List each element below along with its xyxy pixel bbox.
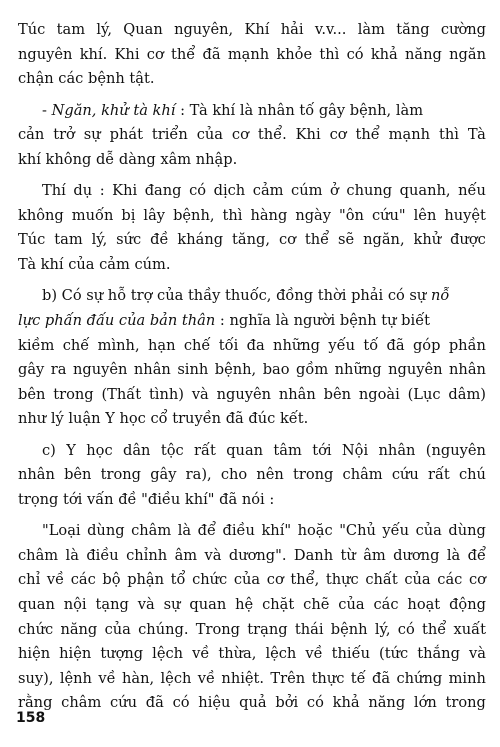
word: Thí [42, 182, 66, 200]
word: bao [262, 361, 290, 379]
word: của [404, 571, 431, 589]
paragraph [18, 439, 486, 513]
text-line [18, 519, 486, 544]
word: Tà [467, 126, 486, 144]
word: triển [151, 126, 188, 144]
word: hiện [59, 645, 92, 663]
text-line [18, 123, 486, 148]
word: : [99, 182, 105, 200]
word: châm [131, 522, 172, 540]
word: năng [368, 694, 406, 712]
word: trong [292, 466, 334, 484]
word: làm [357, 21, 385, 38]
word: yếu [328, 336, 355, 354]
word: góp [412, 336, 441, 354]
document-page [18, 18, 486, 716]
word: dâm) [448, 385, 486, 403]
word: tố [363, 336, 379, 354]
paragraph [18, 284, 486, 431]
word: bởi [275, 694, 299, 712]
word: chặt [262, 596, 295, 614]
word: nguyên [18, 45, 73, 63]
word: từ [340, 546, 356, 564]
text-line [18, 99, 486, 124]
word: khỏe [276, 45, 313, 63]
word: trong [445, 694, 486, 712]
text-line [18, 463, 486, 488]
word: mạnh [388, 126, 431, 144]
word: có [306, 694, 324, 712]
word: quan [18, 596, 55, 614]
word: xuất [453, 620, 486, 638]
word: và [137, 596, 155, 614]
text-line [18, 18, 486, 43]
word: (tức [379, 645, 409, 663]
word: rất [194, 441, 216, 459]
word: gây [18, 361, 45, 379]
word: để [467, 546, 486, 564]
word: sự [163, 596, 181, 614]
word: đã [372, 669, 391, 687]
text-line [18, 667, 486, 692]
word: Khi [114, 45, 140, 63]
word: "Loại [42, 522, 81, 540]
text-line: khí không dễ dàng xâm nhập. [18, 150, 238, 168]
word: nguyên [216, 385, 272, 403]
word: nguyên [388, 361, 443, 379]
word: nhân [18, 466, 55, 484]
word: khí. [79, 45, 108, 63]
word: (Lục [407, 385, 441, 403]
word: bị [121, 206, 136, 224]
word: các [437, 571, 463, 589]
word: yếu [382, 522, 410, 540]
word: điều [222, 522, 255, 540]
word: của [415, 522, 442, 540]
word: hải [280, 21, 304, 38]
word: của [233, 571, 261, 589]
word: tối [218, 336, 239, 354]
word: cản [18, 126, 45, 144]
text-line [18, 228, 486, 253]
word: chung [346, 182, 393, 200]
word: mình, [97, 336, 140, 354]
text-run: b) Có sự hỗ trợ của thầy thuốc, đồng thời phải có sự [42, 287, 431, 305]
word: đã [386, 336, 405, 354]
word: bên [64, 466, 92, 484]
word: "ôn [339, 206, 364, 224]
word: chế [183, 336, 211, 354]
word: bên [323, 385, 352, 403]
word: lý, [91, 231, 108, 249]
word: cơ [146, 45, 164, 63]
word: lệch [160, 669, 192, 687]
word: muốn [71, 206, 114, 224]
text-line [18, 334, 486, 359]
word: nguyên, [174, 21, 234, 38]
word: bên [18, 385, 46, 403]
word: thì [438, 126, 459, 144]
word: chẽ [303, 596, 330, 614]
word: thể [171, 45, 196, 63]
word: cường [440, 21, 486, 38]
word: của [338, 596, 365, 614]
word: thái [294, 620, 324, 638]
word: hệ [235, 596, 254, 614]
word: rằng [18, 694, 53, 712]
word: thiếu [331, 645, 370, 663]
word: Danh [293, 546, 334, 564]
word: nội [63, 596, 87, 614]
word: thì [222, 206, 243, 224]
word: lệch [265, 645, 297, 663]
word: về [305, 645, 323, 663]
word: lệnh [59, 669, 92, 687]
word: ra), [185, 466, 212, 484]
word: thì [319, 45, 340, 63]
word: lý, [96, 21, 112, 38]
word: nếu [458, 182, 486, 200]
word: chất [365, 571, 398, 589]
word: đề [150, 231, 169, 249]
word: lây [143, 206, 166, 224]
word: lớn [413, 694, 437, 712]
word: nhân [133, 361, 171, 379]
word: bệnh [330, 620, 368, 638]
text-line [18, 383, 486, 408]
word: ngoài [358, 385, 400, 403]
text-line [18, 309, 486, 334]
word: Nội [341, 441, 369, 459]
word: tới [312, 441, 332, 459]
word: chứng [396, 669, 443, 687]
word: thể, [290, 571, 320, 589]
word: mạnh [227, 45, 270, 63]
word: dụ [73, 182, 93, 200]
word: lệch [152, 645, 184, 663]
word: chức [192, 571, 228, 589]
word: dương". [228, 546, 287, 564]
word: chỉnh [126, 546, 168, 564]
word: c) [42, 441, 56, 459]
word: sức [116, 231, 142, 249]
word: hạn [147, 336, 176, 354]
word: các [373, 596, 399, 614]
word: v.v... [314, 21, 347, 38]
word: châm [61, 694, 102, 712]
word: cơ [468, 571, 486, 589]
word: tăng, [232, 231, 270, 249]
word: là [177, 522, 192, 540]
word: thể [304, 231, 330, 249]
word: kiềm [18, 336, 55, 354]
word: nhân [449, 361, 486, 379]
word: cho [220, 466, 248, 484]
word: tộc [160, 441, 184, 459]
word: năng [405, 45, 442, 63]
paragraph [18, 519, 486, 715]
word: của [104, 620, 131, 638]
word: hiệu [198, 694, 231, 712]
word: gồm [296, 361, 329, 379]
word: quan [189, 596, 227, 614]
word: đa [246, 336, 265, 354]
word: lên [413, 206, 437, 224]
word: nhân [278, 385, 316, 403]
word: những [334, 361, 382, 379]
word: cứu [110, 694, 138, 712]
word: học [86, 441, 113, 459]
word: cảm [252, 182, 284, 200]
word: tam [56, 21, 86, 38]
text-line [18, 544, 486, 569]
paragraph [18, 179, 486, 277]
word: các [70, 571, 96, 589]
word: ngày [295, 206, 331, 224]
word: trong [100, 466, 142, 484]
word: khả [370, 45, 398, 63]
word: chúng. [138, 620, 189, 638]
word: ở [330, 182, 339, 200]
word: quanh, [399, 182, 451, 200]
word: và [468, 645, 486, 663]
word: Y [66, 441, 76, 459]
word: về [98, 669, 116, 687]
word: dương [393, 546, 440, 564]
italic-term: Ngăn, khử tà khí [51, 101, 176, 119]
word: kháng [177, 231, 224, 249]
paragraph [18, 18, 486, 92]
text-line: trọng tới vấn đề "điều khí" đã nói : [18, 490, 275, 508]
word: thực [325, 571, 359, 589]
word: đang [144, 182, 182, 200]
word: thừa, [218, 645, 257, 663]
word: là [65, 546, 79, 564]
word: (Thất [101, 385, 142, 403]
text-line [18, 358, 486, 383]
text-run: : nghĩa là người bệnh tự biết [215, 312, 431, 330]
text-line [18, 618, 486, 643]
text-line [18, 568, 486, 593]
word: châm [342, 466, 383, 484]
word: đã [202, 45, 221, 63]
word: trở [53, 126, 75, 144]
word: (nguyên [425, 441, 486, 459]
word: gây [150, 466, 177, 484]
word: để [197, 522, 216, 540]
italic-term: nỗ [430, 287, 450, 305]
word: thể [355, 126, 380, 144]
word: dùng [87, 522, 125, 540]
text-line [18, 204, 486, 229]
paragraph [18, 99, 486, 173]
word: thực [311, 669, 345, 687]
text-run: : Tà khí là nhân tố gây bệnh, làm [175, 101, 424, 119]
word: tế [350, 669, 366, 687]
word: Khi [295, 126, 321, 144]
word: khử [413, 231, 442, 249]
text-line [18, 179, 486, 204]
text-line: chận các bệnh tật. [18, 70, 155, 88]
word: là [446, 546, 461, 564]
word: động [449, 596, 486, 614]
word: cứu" [371, 206, 406, 224]
word: lý, [374, 620, 391, 638]
text-line [18, 284, 486, 309]
word: được [450, 231, 486, 249]
word: và [191, 385, 209, 403]
word: cúm [291, 182, 323, 200]
word: suy), [18, 669, 54, 687]
dash: - [42, 101, 52, 119]
word: nhân [378, 441, 416, 459]
word: và [204, 546, 222, 564]
word: sự [83, 126, 101, 144]
word: âm [363, 546, 386, 564]
word: Khí [244, 21, 270, 38]
word: của [196, 126, 223, 144]
text-line [18, 691, 486, 716]
word: dùng [448, 522, 486, 540]
word: nguyên [72, 361, 128, 379]
word: Túc [18, 21, 46, 38]
word: tượng [100, 645, 144, 663]
page-number: 158 [16, 710, 46, 726]
word: hoặc [297, 522, 333, 540]
text-line [18, 439, 486, 464]
word: chế [62, 336, 90, 354]
word: tâm [273, 441, 302, 459]
word: đã [145, 694, 164, 712]
word: khả [332, 694, 360, 712]
word: cứu [391, 466, 419, 484]
word: không [18, 206, 64, 224]
text-line [18, 593, 486, 618]
word: phát [109, 126, 143, 144]
word: phận [127, 571, 165, 589]
word: bộ [102, 571, 121, 589]
word: trong [53, 385, 94, 403]
word: cơ [266, 571, 284, 589]
text-line: Tà khí của cảm cúm. [18, 255, 171, 273]
word: về [46, 571, 65, 589]
word: có [189, 182, 207, 200]
word: hiện [18, 645, 51, 663]
word: có [397, 620, 415, 638]
word: Trên [270, 669, 306, 687]
word: tam [54, 231, 83, 249]
word: tổ [170, 571, 186, 589]
word: chú [458, 466, 486, 484]
word: cơ [231, 126, 249, 144]
word: năng [60, 620, 98, 638]
word: thể. [257, 126, 287, 144]
text-line [18, 43, 486, 68]
word: dân [123, 441, 151, 459]
italic-term: lực phấn đấu của bản thân [18, 312, 216, 330]
word: chỉ [18, 571, 41, 589]
text-line: như lý luận Y học cổ truyền đã đúc kết. [18, 410, 309, 428]
word: bệnh, [214, 361, 257, 379]
word: điều [86, 546, 119, 564]
word: ngăn, [363, 231, 405, 249]
word: ra [50, 361, 67, 379]
word: minh [448, 669, 486, 687]
word: rất [427, 466, 450, 484]
word: tình) [148, 385, 184, 403]
word: những [273, 336, 320, 354]
word: nhiệt. [221, 669, 265, 687]
word: cơ [278, 231, 296, 249]
word: phần [448, 336, 486, 354]
word: hoạt [407, 596, 441, 614]
word: về [197, 669, 216, 687]
word: chức [18, 620, 54, 638]
word: "Chủ [339, 522, 376, 540]
word: Quan [123, 21, 163, 38]
word: thắng [417, 645, 460, 663]
word: hàng [250, 206, 288, 224]
word: bệnh, [173, 206, 215, 224]
word: châm [18, 546, 59, 564]
word: khí" [261, 522, 292, 540]
word: có [172, 694, 190, 712]
word: nên [256, 466, 284, 484]
word: âm [174, 546, 198, 564]
word: dịch [213, 182, 246, 200]
word: sinh [177, 361, 209, 379]
word: trạng [247, 620, 288, 638]
word: có [346, 45, 364, 63]
word: hàn, [121, 669, 155, 687]
word: Túc [18, 231, 46, 249]
word: quan [226, 441, 264, 459]
word: về [192, 645, 210, 663]
word: huyệt [444, 206, 486, 224]
word: ngăn [449, 45, 486, 63]
word: tăng [396, 21, 430, 38]
word: sẽ [338, 231, 355, 249]
word: quả [239, 694, 267, 712]
text-line [18, 642, 486, 667]
word: tạng [95, 596, 129, 614]
word: cơ [329, 126, 347, 144]
word: Trong [195, 620, 241, 638]
word: Khi [112, 182, 138, 200]
word: thể [422, 620, 447, 638]
